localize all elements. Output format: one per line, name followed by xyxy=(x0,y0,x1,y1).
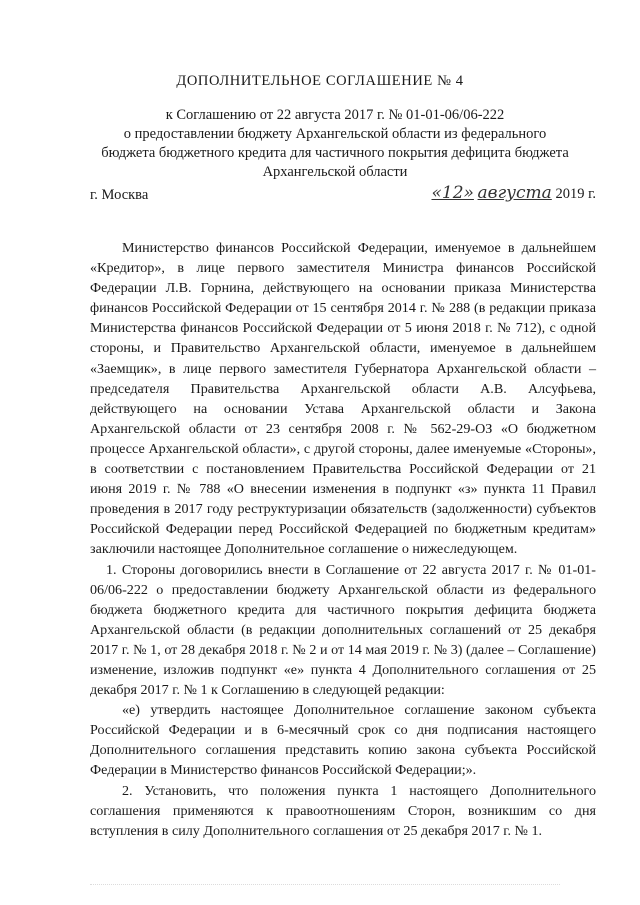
date-month-handwritten: августа xyxy=(477,183,552,203)
subtitle-line: бюджета бюджетного кредита для частичного покрытия дефицита бюджета xyxy=(101,145,569,161)
document-subtitle xyxy=(85,106,585,182)
document-body xyxy=(90,238,596,841)
date-day-handwritten: «12» xyxy=(431,183,474,203)
subtitle-line: Архангельской области xyxy=(262,164,408,180)
clause-1-paragraph: 1. Стороны договорились внести в Соглашение от 22 августа 2017 г. № 01-01-06/06-222 о предоставлении бюджету Архангельской области из федерального бюджета бюджетного кредита для частичного покрытия дефицита бюджета Архангельской области (в редакции дополнительных соглашений от 25 декабря 2017 г. № 1, от 28 декабря 2018 г. № 2 и от 14 мая 2019 г. № 3) (далее – Соглашение) изменение, изложив подпункт «е» пункта 4 Дополнительного соглашения от 25 декабря 2017 г. № 1 к Соглашению в следующей редакции: xyxy=(90,561,596,699)
scan-artifact-line xyxy=(90,884,560,887)
signing-date xyxy=(431,183,596,203)
document-title: ДОПОЛНИТЕЛЬНОЕ СОГЛАШЕНИЕ № 4 xyxy=(176,73,464,89)
signing-place: г. Москва xyxy=(90,187,149,203)
quoted-subclause-paragraph: «е) утвердить настоящее Дополнительное соглашение законом субъекта Российской Федерации и в 6-месячный срок со дня подписания настоящего Дополнительного соглашения представить копию закона субъекта Российской Федерации в Министерство финансов Российской Федерации;». xyxy=(90,702,596,779)
subtitle-line: о предоставлении бюджету Архангельской области из федерального xyxy=(123,126,547,142)
clause-2-paragraph: 2. Установить, что положения пункта 1 настоящего Дополнительного соглашения применяются к правоотношениям Сторон, возникшим со дня вступления в силу Дополнительного соглашения от 25 декабря 2017 г. № 1. xyxy=(90,782,596,839)
subtitle-line: к Соглашению от 22 августа 2017 г. № 01-01-06/06-222 xyxy=(165,107,505,123)
preamble-paragraph: Министерство финансов Российской Федерации, именуемое в дальнейшем «Кредитор», в лице первого заместителя Министра финансов Российской Федерации Л.В. Горнина, действующего на основании приказа Министерства финансов Российской Федерации от 15 сентября 2014 г. № 288 (в редакции приказа Министерства финансов Российской Федерации от 5 июня 2018 г. № 712), с одной стороны, и Правительство Архангельской области, именуемое в дальнейшем «Заемщик», в лице первого заместителя Губернатора Архангельской области – председателя Правительства Архангельской области А.В. Алсуфьева, действующего на основании Устава Архангельской области и Закона Архангельской области от 23 сентября 2008 г. № 562-29-ОЗ «О бюджетном процессе Архангельской области», с другой стороны, далее именуемые «Стороны», в соответствии с постановлением Правительства Российской Федерации от 21 июня 2019 г. № 788 «О внесении изменения в подпункт «з» пункта 11 Правил проведения в 2017 году реструктуризации обязательств (задолженности) субъектов Российской Федерации перед Российской Федерацией по бюджетным кредитам» заключили настоящее Дополнительное соглашение о нижеследующем. xyxy=(90,240,596,558)
date-year: 2019 г. xyxy=(555,186,596,202)
